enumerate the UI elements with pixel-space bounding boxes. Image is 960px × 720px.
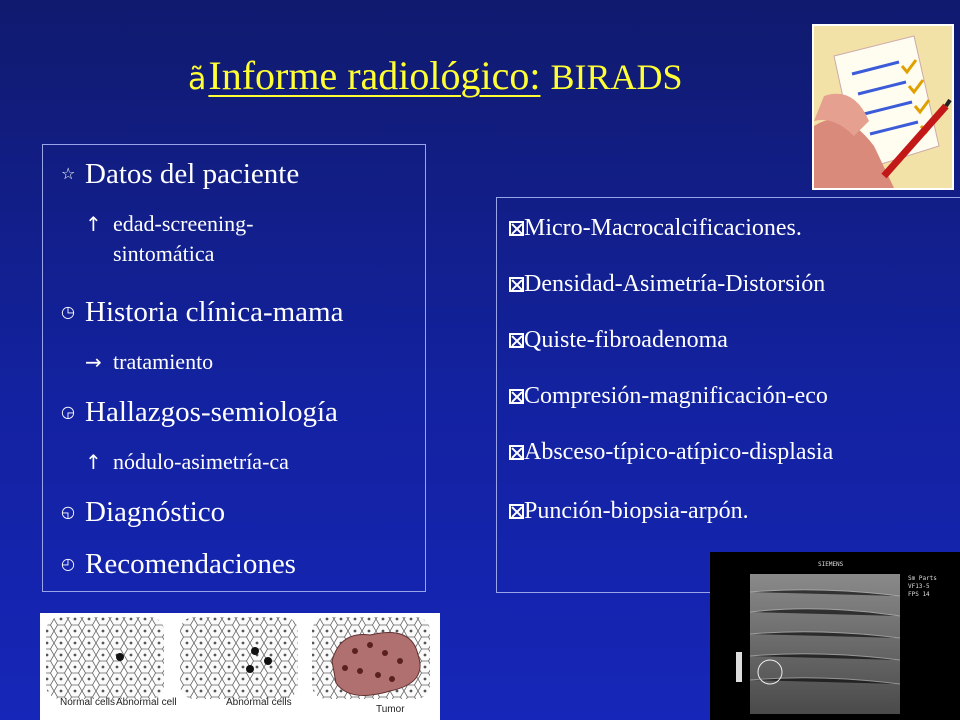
left-item-2 [61,295,343,329]
checked-box-icon [509,333,524,348]
finding-label: Quiste-fibroadenoma [524,327,728,353]
left-item-label: Recomendaciones [85,548,296,580]
checked-box-icon [509,445,524,460]
left-item-3 [61,395,338,429]
ultrasound-readout-1: Sm Parts [908,575,937,582]
right-arrow-icon: → [85,350,102,374]
patient-data-panel [42,144,426,592]
ultrasound-readout-3: FPS 14 [908,591,930,598]
finding-item [509,213,802,243]
clock-icon: ◵ [61,502,75,521]
star-icon: ☆ [61,164,76,183]
finding-label: Micro-Macrocalcificaciones. [524,215,802,241]
slide-title [188,52,683,99]
left-item-1 [61,157,299,191]
ultrasound-brand: SIEMENS [818,561,844,568]
up-arrow-icon: ↑ [85,450,102,474]
left-subitem-line: edad-screening- [113,211,254,236]
checked-box-icon [509,277,524,292]
finding-label: Punción-biopsia-arpón. [524,498,749,524]
cell-progression-figure [40,613,440,720]
left-subitem-1 [85,209,253,269]
checked-box-icon [509,389,524,404]
cell-label-normal: Normal cells [60,697,116,708]
ultrasound-readout-2: VF13-5 [908,583,930,590]
finding-label: Absceso-típico-atípico-displasia [524,439,834,465]
left-subitem-line: sintomática [113,241,215,266]
left-item-label: Datos del paciente [85,158,300,190]
left-subitem-2 [85,347,213,377]
left-subitem-3 [85,447,289,477]
left-subitem-line: tratamiento [113,349,214,374]
left-item-label: Hallazgos-semiología [85,396,338,428]
clock-icon: ◴ [61,554,75,573]
finding-item [509,437,833,467]
finding-label: Densidad-Asimetría-Distorsión [524,271,826,297]
finding-item [509,496,749,526]
up-arrow-icon: ↑ [85,212,102,236]
finding-label: Compresión-magnificación-eco [524,383,828,409]
left-item-label: Diagnóstico [85,496,226,528]
clock-icon: ◷ [61,302,75,321]
left-item-4 [61,495,225,529]
left-item-5 [61,547,296,581]
left-item-label: Historia clínica-mama [85,296,344,328]
cell-label-abnormal-cells: Abnormal cells [226,697,292,708]
left-subitem-text [113,209,253,269]
checklist-illustration [812,24,954,190]
finding-item [509,325,728,355]
ultrasound-image [710,552,960,720]
title-marker: ã [188,62,207,97]
title-acronym: BIRADS [550,57,683,97]
left-subitem-line: nódulo-asimetría-ca [113,449,289,474]
clock-icon: ◶ [61,402,75,421]
cell-label-abnormal: Abnormal cell [116,697,177,708]
finding-item [509,269,825,299]
finding-item [509,381,828,411]
checked-box-icon [509,221,524,236]
title-main: Informe radiológico: [208,53,541,98]
checked-box-icon [509,504,524,519]
cell-label-tumor: Tumor [376,704,405,715]
findings-panel [496,197,960,593]
